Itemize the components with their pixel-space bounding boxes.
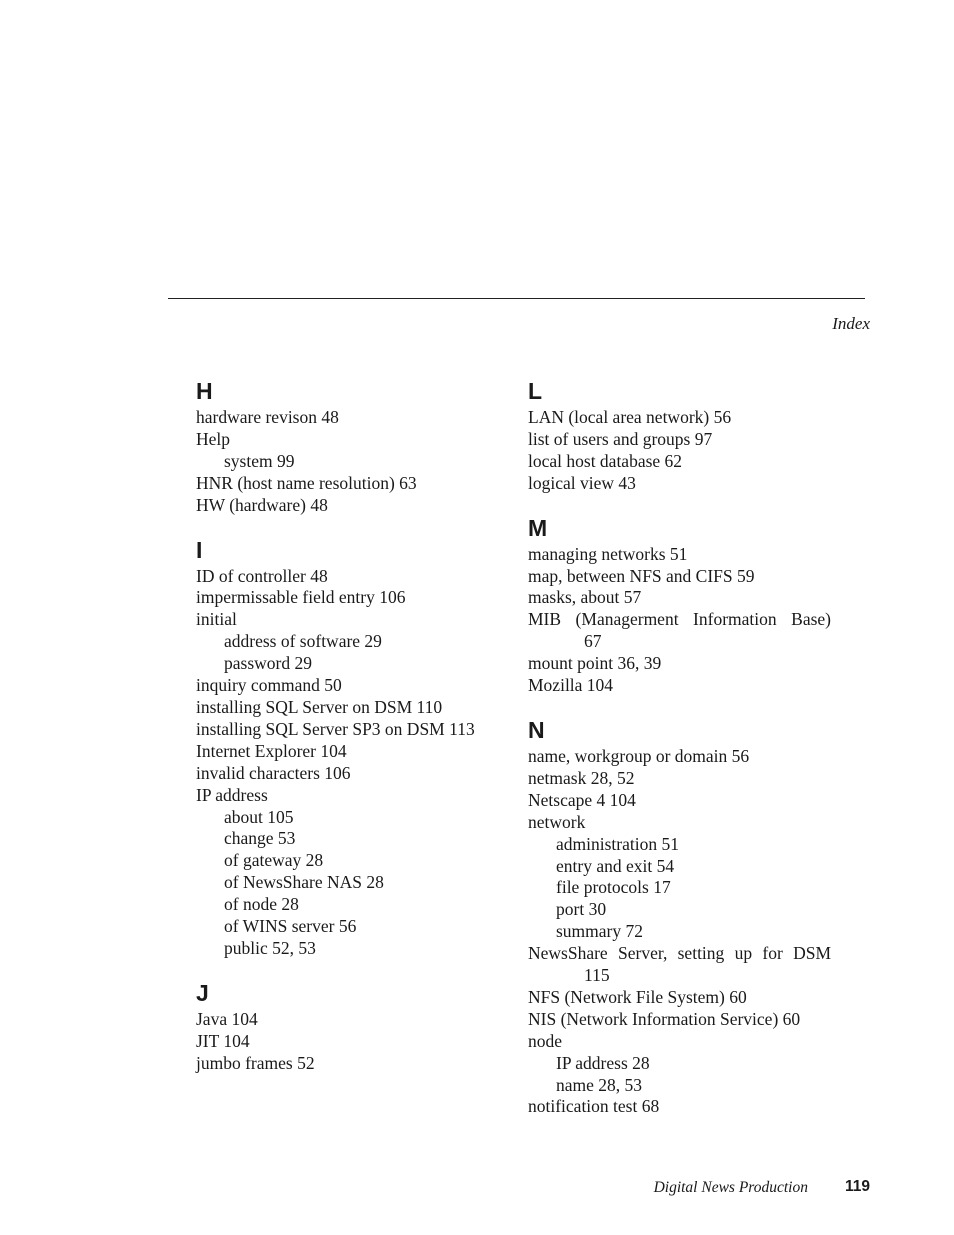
index-entry: netmask 28, 52 bbox=[528, 767, 635, 788]
section-letter: M bbox=[528, 514, 548, 541]
index-subentry: name 28, 53 bbox=[556, 1074, 643, 1095]
index-column-left bbox=[196, 376, 506, 1093]
index-entry: managing networks 51 bbox=[528, 543, 688, 564]
index-entry: Mozilla 104 bbox=[528, 675, 614, 696]
index-entry: hardware revison 48 bbox=[196, 407, 339, 427]
index-entry: NewsShare Server, setting up for DSM bbox=[528, 943, 831, 964]
index-entry: local host database 62 bbox=[528, 450, 683, 471]
index-section-j bbox=[196, 978, 506, 1075]
index-entry: IP address bbox=[196, 784, 268, 805]
index-section-h bbox=[196, 376, 506, 517]
index-entry: invalid characters 106 bbox=[196, 762, 351, 783]
index-entry: name, workgroup or domain 56 bbox=[528, 745, 750, 766]
running-header: Index bbox=[832, 314, 870, 333]
index-entry: 67 bbox=[584, 631, 602, 652]
index-entry: Netscape 4 104 bbox=[528, 789, 636, 810]
index-entry: masks, about 57 bbox=[528, 587, 642, 608]
section-letter: I bbox=[196, 536, 203, 563]
index-entry: notification test 68 bbox=[528, 1096, 660, 1117]
index-entry: jumbo frames 52 bbox=[196, 1052, 315, 1073]
index-entry: HW (hardware) 48 bbox=[196, 494, 328, 515]
index-subentry: of WINS server 56 bbox=[224, 916, 357, 937]
index-entry: NFS (Network File System) 60 bbox=[528, 986, 747, 1007]
index-entry: list of users and groups 97 bbox=[528, 428, 713, 449]
section-letter: N bbox=[528, 716, 545, 743]
index-entry: ID of controller 48 bbox=[196, 565, 328, 586]
index-subentry: about 105 bbox=[224, 806, 294, 827]
index-entry: Internet Explorer 104 bbox=[196, 740, 347, 761]
index-subentry: system 99 bbox=[224, 450, 295, 471]
index-subentry: password 29 bbox=[224, 653, 312, 674]
index-entry: network bbox=[528, 811, 586, 832]
index-subentry: public 52, 53 bbox=[224, 937, 316, 958]
index-subentry: file protocols 17 bbox=[556, 877, 671, 898]
index-subentry: entry and exit 54 bbox=[556, 855, 675, 876]
index-subentry: address of software 29 bbox=[224, 631, 382, 652]
index-section-m bbox=[528, 513, 831, 697]
index-entry: inquiry command 50 bbox=[196, 675, 342, 696]
index-subentry: of NewsShare NAS 28 bbox=[224, 872, 384, 893]
index-entry: map, between NFS and CIFS 59 bbox=[528, 565, 755, 586]
index-section-n bbox=[528, 715, 831, 1118]
index-column-right bbox=[528, 376, 831, 1136]
index-entry: LAN (local area network) 56 bbox=[528, 407, 732, 427]
index-section-i bbox=[196, 535, 506, 960]
page-number: 119 bbox=[844, 1178, 870, 1195]
index-entry: Help bbox=[196, 428, 231, 449]
index-subentry: summary 72 bbox=[556, 921, 644, 942]
index-subentry: IP address 28 bbox=[556, 1052, 650, 1073]
index-entry: installing SQL Server SP3 on DSM 113 bbox=[196, 718, 475, 739]
footer-title: Digital News Production bbox=[653, 1179, 808, 1196]
index-entry: node bbox=[528, 1030, 563, 1051]
section-letter: H bbox=[196, 378, 213, 404]
index-entry: logical view 43 bbox=[528, 472, 636, 493]
header-rule bbox=[168, 298, 865, 299]
index-subentry: administration 51 bbox=[556, 833, 679, 854]
index-entry: MIB (Managerment Information Base) bbox=[528, 609, 831, 630]
index-entry: mount point 36, 39 bbox=[528, 653, 662, 674]
index-entry: 115 bbox=[584, 965, 610, 986]
section-letter: L bbox=[528, 378, 543, 404]
index-entry: NIS (Network Information Service) 60 bbox=[528, 1008, 801, 1029]
index-entry: installing SQL Server on DSM 110 bbox=[196, 696, 443, 717]
index-subentry: of node 28 bbox=[224, 894, 299, 915]
index-entry: impermissable field entry 106 bbox=[196, 587, 406, 608]
section-letter: J bbox=[196, 979, 209, 1006]
index-entry: initial bbox=[196, 609, 237, 630]
index-subentry: change 53 bbox=[224, 828, 296, 849]
index-subentry: of gateway 28 bbox=[224, 850, 324, 871]
index-entry: JIT 104 bbox=[196, 1030, 250, 1051]
index-subentry: port 30 bbox=[556, 899, 607, 920]
index-entry: Java 104 bbox=[196, 1008, 258, 1029]
index-entry: HNR (host name resolution) 63 bbox=[196, 472, 417, 493]
index-section-l bbox=[528, 376, 831, 495]
